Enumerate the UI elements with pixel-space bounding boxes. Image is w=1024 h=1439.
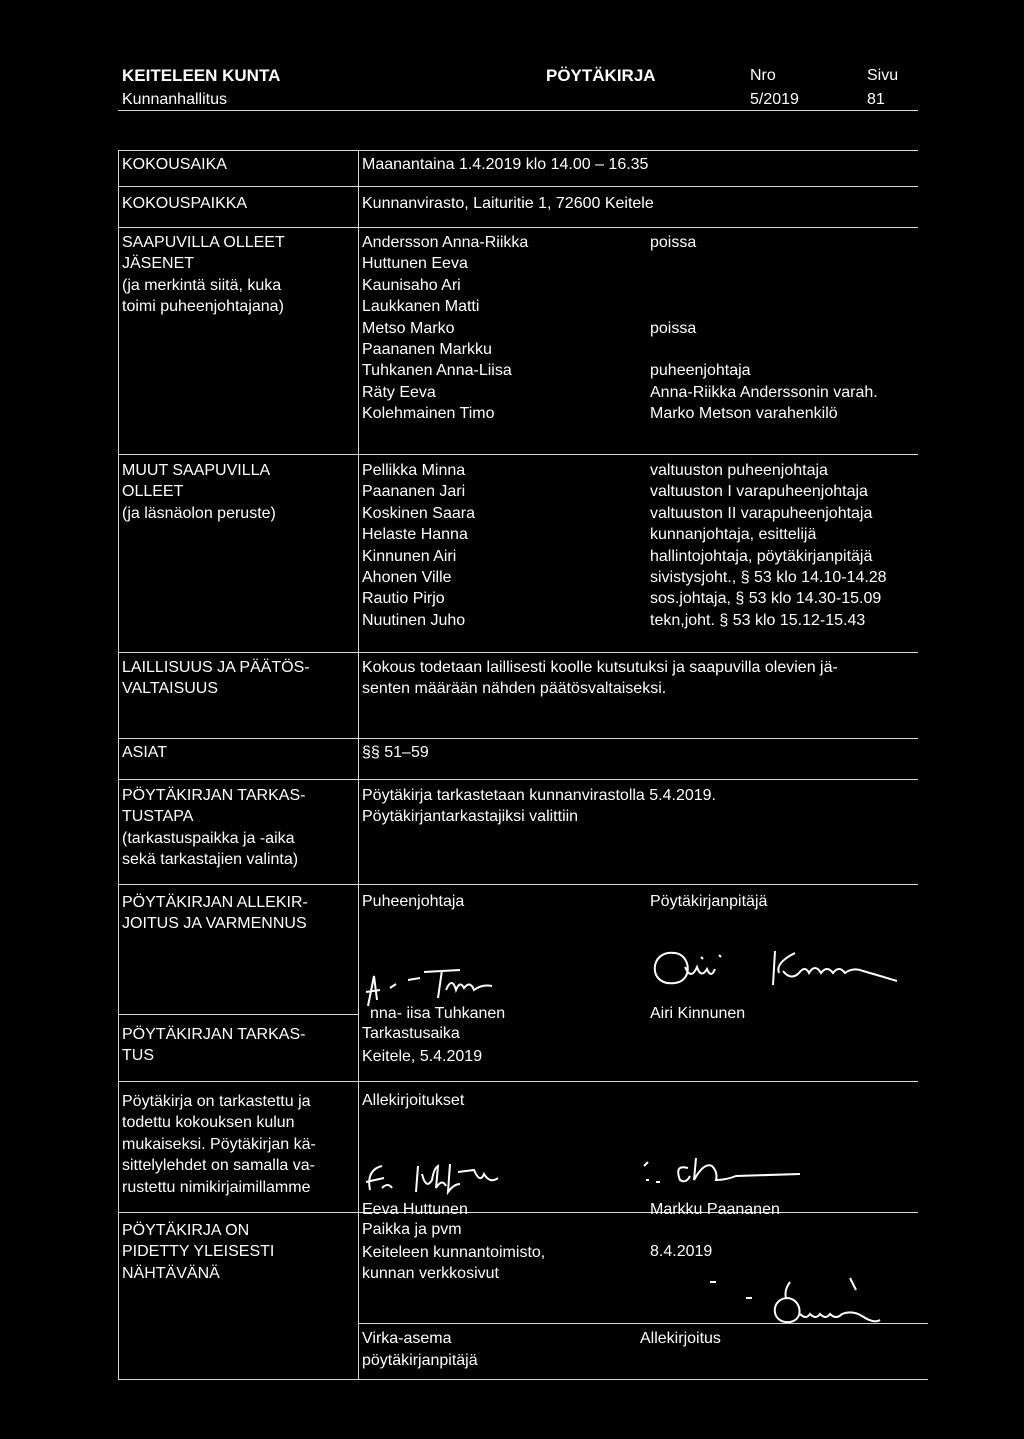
signature-label: Allekirjoitus <box>640 1330 721 1347</box>
checker2-name: Markku Paananen <box>650 1201 780 1218</box>
attendee-name: Helaste Hanna <box>362 526 468 544</box>
kokouspaikka-value: Kunnanvirasto, Laituritie 1, 72600 Keitele <box>362 195 654 212</box>
row-rule <box>118 1014 358 1015</box>
tarkastus-note: Pöytäkirja on tarkastettu ja todettu kokouksen kulun mukaiseksi. Pöytäkirjan kä- sittelylehdet on samalla va- rustettu nimikirjaimillamme <box>122 1093 316 1196</box>
checker2-signature <box>640 1150 820 1194</box>
column-divider <box>358 150 359 1379</box>
tarkastustapa-label: PÖYTÄKIRJAN TARKAS- TUSTAPA (tarkastuspaikka ja -aika sekä tarkastajien valinta) <box>122 787 306 869</box>
attendee-name: Kinnunen Airi <box>362 547 457 565</box>
laillisuus-label: LAILLISUUS JA PÄÄTÖS- VALTAISUUS <box>122 659 310 698</box>
laillisuus-text: Kokous todetaan laillisesti koolle kutsutuksi ja saapuvilla olevien jä- senten määrään nähden päätösvaltaiseksi. <box>362 659 838 698</box>
member-name: Metso Marko <box>362 319 455 337</box>
table-top-rule <box>118 150 918 151</box>
attendee-role: valtuuston puheenjohtaja <box>650 462 828 479</box>
members-names <box>362 232 528 425</box>
row-rule <box>118 186 918 187</box>
header-rule <box>118 110 918 111</box>
others-names <box>362 460 475 631</box>
row-rule <box>118 454 918 455</box>
nro-value: 5/2019 <box>750 91 799 108</box>
secretary-signature <box>645 943 935 991</box>
doc-type: PÖYTÄKIRJA <box>546 66 656 85</box>
member-name: Tuhkanen Anna-Liisa <box>362 362 512 380</box>
member-name: Andersson Anna-Riikka <box>362 234 529 251</box>
place-label: Paikka ja pvm <box>362 1221 462 1238</box>
row-rule <box>118 1212 918 1213</box>
others-roles <box>650 460 887 631</box>
attendee-role: kunnanjohtaja, esittelijä <box>650 526 817 544</box>
secretary-title: Pöytäkirjanpitäjä <box>650 893 768 910</box>
row-rule <box>118 779 918 780</box>
place-value: Keiteleen kunnantoimisto, kunnan verkkosivut <box>362 1244 546 1283</box>
attendee-role: valtuuston I varapuheenjohtaja <box>650 483 868 501</box>
row-rule <box>118 884 918 885</box>
official-signature <box>700 1272 930 1332</box>
member-note: Anna-Riikka Anderssonin varah. <box>650 383 878 401</box>
member-note: poissa <box>650 234 697 251</box>
member-name: Räty Eeva <box>362 383 436 401</box>
attendee-name: Pellikka Minna <box>362 462 466 479</box>
checker1-signature <box>360 1158 540 1198</box>
attendee-role: tekn,joht. § 53 klo 15.12-15.43 <box>650 611 866 629</box>
asiat-value: §§ 51–59 <box>362 744 429 761</box>
members-notes <box>650 232 878 425</box>
attendee-role: sivistysjoht., § 53 klo 14.10-14.28 <box>650 569 887 587</box>
attendee-role: valtuuston II varapuheenjohtaja <box>650 504 873 522</box>
member-note: puheenjohtaja <box>650 362 751 380</box>
date-value: 8.4.2019 <box>650 1243 713 1260</box>
office-value: pöytäkirjanpitäjä <box>362 1352 478 1369</box>
chair-signature <box>360 962 540 1008</box>
kokousaika-label: KOKOUSAIKA <box>122 156 227 173</box>
asiat-label: ASIAT <box>122 744 168 761</box>
member-name: Laukkanen Matti <box>362 298 480 316</box>
tarkastus-label: PÖYTÄKIRJAN TARKAS- TUS <box>122 1026 306 1065</box>
member-name: Kaunisaho Ari <box>362 276 461 294</box>
tarkastusaika-value: Keitele, 5.4.2019 <box>362 1048 483 1065</box>
unit-name: Kunnanhallitus <box>122 91 227 108</box>
nahtavana-label: PÖYTÄKIRJA ON PIDETTY YLEISESTI NÄHTÄVÄNÄ <box>122 1222 275 1282</box>
attendee-role: sos.johtaja, § 53 klo 14.30-15.09 <box>650 590 882 608</box>
secretary-name: Airi Kinnunen <box>650 1005 746 1022</box>
row-rule <box>118 738 918 739</box>
office-label: Virka-asema <box>362 1330 452 1347</box>
attendee-name: Paananen Jari <box>362 483 466 501</box>
row-rule <box>118 227 918 228</box>
sivu-value: 81 <box>867 91 885 108</box>
sivu-label: Sivu <box>867 67 899 84</box>
tarkastustapa-text: Pöytäkirja tarkastetaan kunnanvirastolla 5.4.2019. Pöytäkirjantarkastajiksi valittiin <box>362 787 716 826</box>
table-bottom-rule <box>118 1379 928 1380</box>
checker1-name: Eeva Huttunen <box>362 1201 468 1218</box>
chair-name: nna- iisa Tuhkanen <box>370 1005 506 1022</box>
nro-label: Nro <box>750 67 776 84</box>
attendee-name: Rautio Pirjo <box>362 590 445 608</box>
member-note <box>650 296 878 317</box>
member-note: poissa <box>650 319 697 337</box>
attendee-name: Nuutinen Juho <box>362 611 466 629</box>
signatures-label: Allekirjoitukset <box>362 1092 465 1109</box>
kokousaika-value: Maanantaina 1.4.2019 klo 14.00 – 16.35 <box>362 156 649 173</box>
tarkastusaika-label: Tarkastusaika <box>362 1025 460 1042</box>
kokouspaikka-label: KOKOUSPAIKKA <box>122 195 248 212</box>
member-name: Kolehmainen Timo <box>362 405 495 423</box>
member-name: Paananen Markku <box>362 341 492 359</box>
member-note <box>650 253 878 274</box>
attendee-name: Ahonen Ville <box>362 569 452 587</box>
attendee-role: hallintojohtaja, pöytäkirjanpitäjä <box>650 547 873 565</box>
left-border <box>118 150 119 1379</box>
others-label: MUUT SAAPUVILLA OLLEET (ja läsnäolon peruste) <box>122 462 276 522</box>
row-rule <box>118 652 918 653</box>
allekirjoitus-label: PÖYTÄKIRJAN ALLEKIR- JOITUS JA VARMENNUS <box>122 894 308 933</box>
member-note <box>650 339 878 360</box>
members-label: SAAPUVILLA OLLEET JÄSENET (ja merkintä siitä, kuka toimi puheenjohtajana) <box>122 234 285 316</box>
chair-title: Puheenjohtaja <box>362 893 465 910</box>
attendee-name: Koskinen Saara <box>362 504 475 522</box>
member-note <box>650 275 878 296</box>
org-name: KEITELEEN KUNTA <box>122 66 281 85</box>
member-note: Marko Metson varahenkilö <box>650 405 838 423</box>
member-name: Huttunen Eeva <box>362 255 468 273</box>
row-rule <box>118 1081 918 1082</box>
